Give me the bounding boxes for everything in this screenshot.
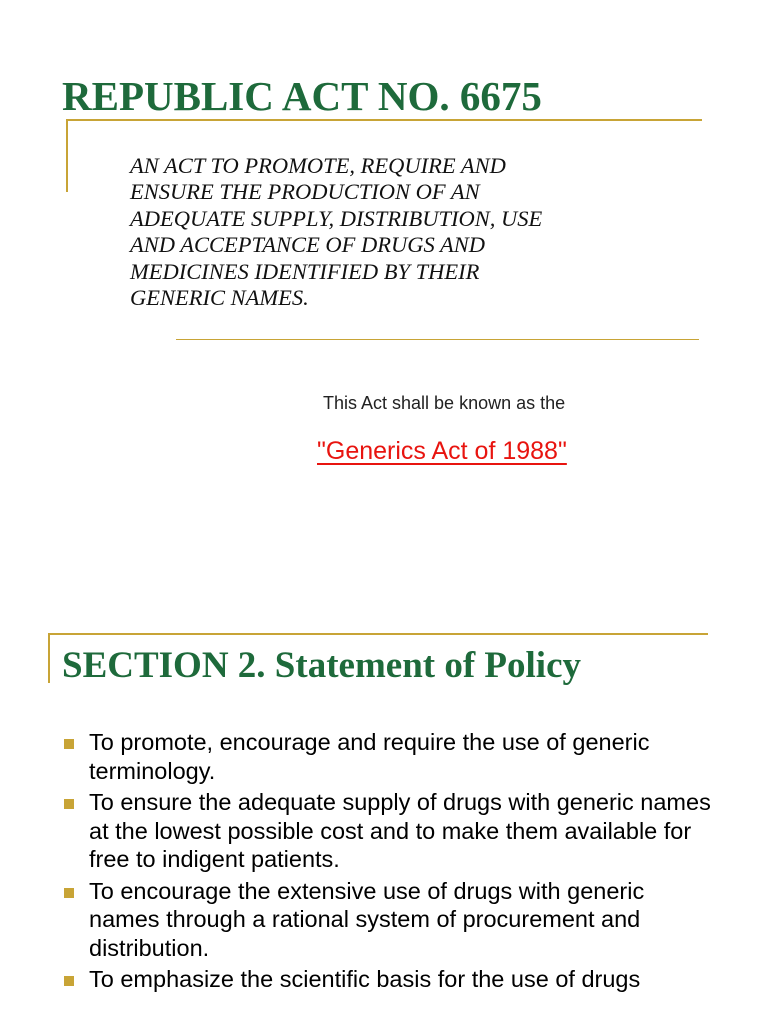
square-bullet-icon	[64, 976, 74, 986]
square-bullet-icon	[64, 799, 74, 809]
list-item	[58, 788, 718, 874]
known-as-text: This Act shall be known as the	[323, 393, 566, 413]
list-item	[58, 877, 718, 963]
title-rule-horizontal	[66, 119, 702, 121]
subtitle-rule	[176, 339, 699, 340]
generics-act-link[interactable]: "Generics Act of 1988"	[317, 437, 567, 465]
bullet-text: To encourage the extensive use of drugs with generic names through a rational system of procurement and distribution.	[89, 877, 645, 961]
slide-title: REPUBLIC ACT NO. 6675	[62, 73, 542, 119]
square-bullet-icon	[64, 739, 74, 749]
list-item	[58, 728, 718, 785]
section-title: SECTION 2. Statement of Policy	[62, 645, 581, 686]
list-item	[58, 965, 718, 994]
title-rule-vertical	[66, 119, 68, 192]
act-description: AN ACT TO PROMOTE, REQUIRE AND ENSURE THE PRODUCTION OF AN ADEQUATE SUPPLY, DISTRIBUTION, USE AND ACCEPTANCE OF DRUGS AND MEDICINES IDENTIFIED BY THEIR GENERIC NAMES.	[130, 153, 543, 311]
square-bullet-icon	[64, 888, 74, 898]
slide-statement-of-policy	[0, 600, 768, 1024]
section-rule-vertical	[48, 633, 50, 683]
section-rule-horizontal	[48, 633, 708, 635]
policy-bullet-list	[58, 728, 718, 997]
bullet-text: To ensure the adequate supply of drugs with generic names at the lowest possible cost and to make them available for free to indigent patients.	[89, 789, 711, 872]
bullet-text: To promote, encourage and require the use of generic terminology.	[89, 729, 650, 784]
bullet-text: To emphasize the scientific basis for the use of drugs	[89, 966, 641, 992]
